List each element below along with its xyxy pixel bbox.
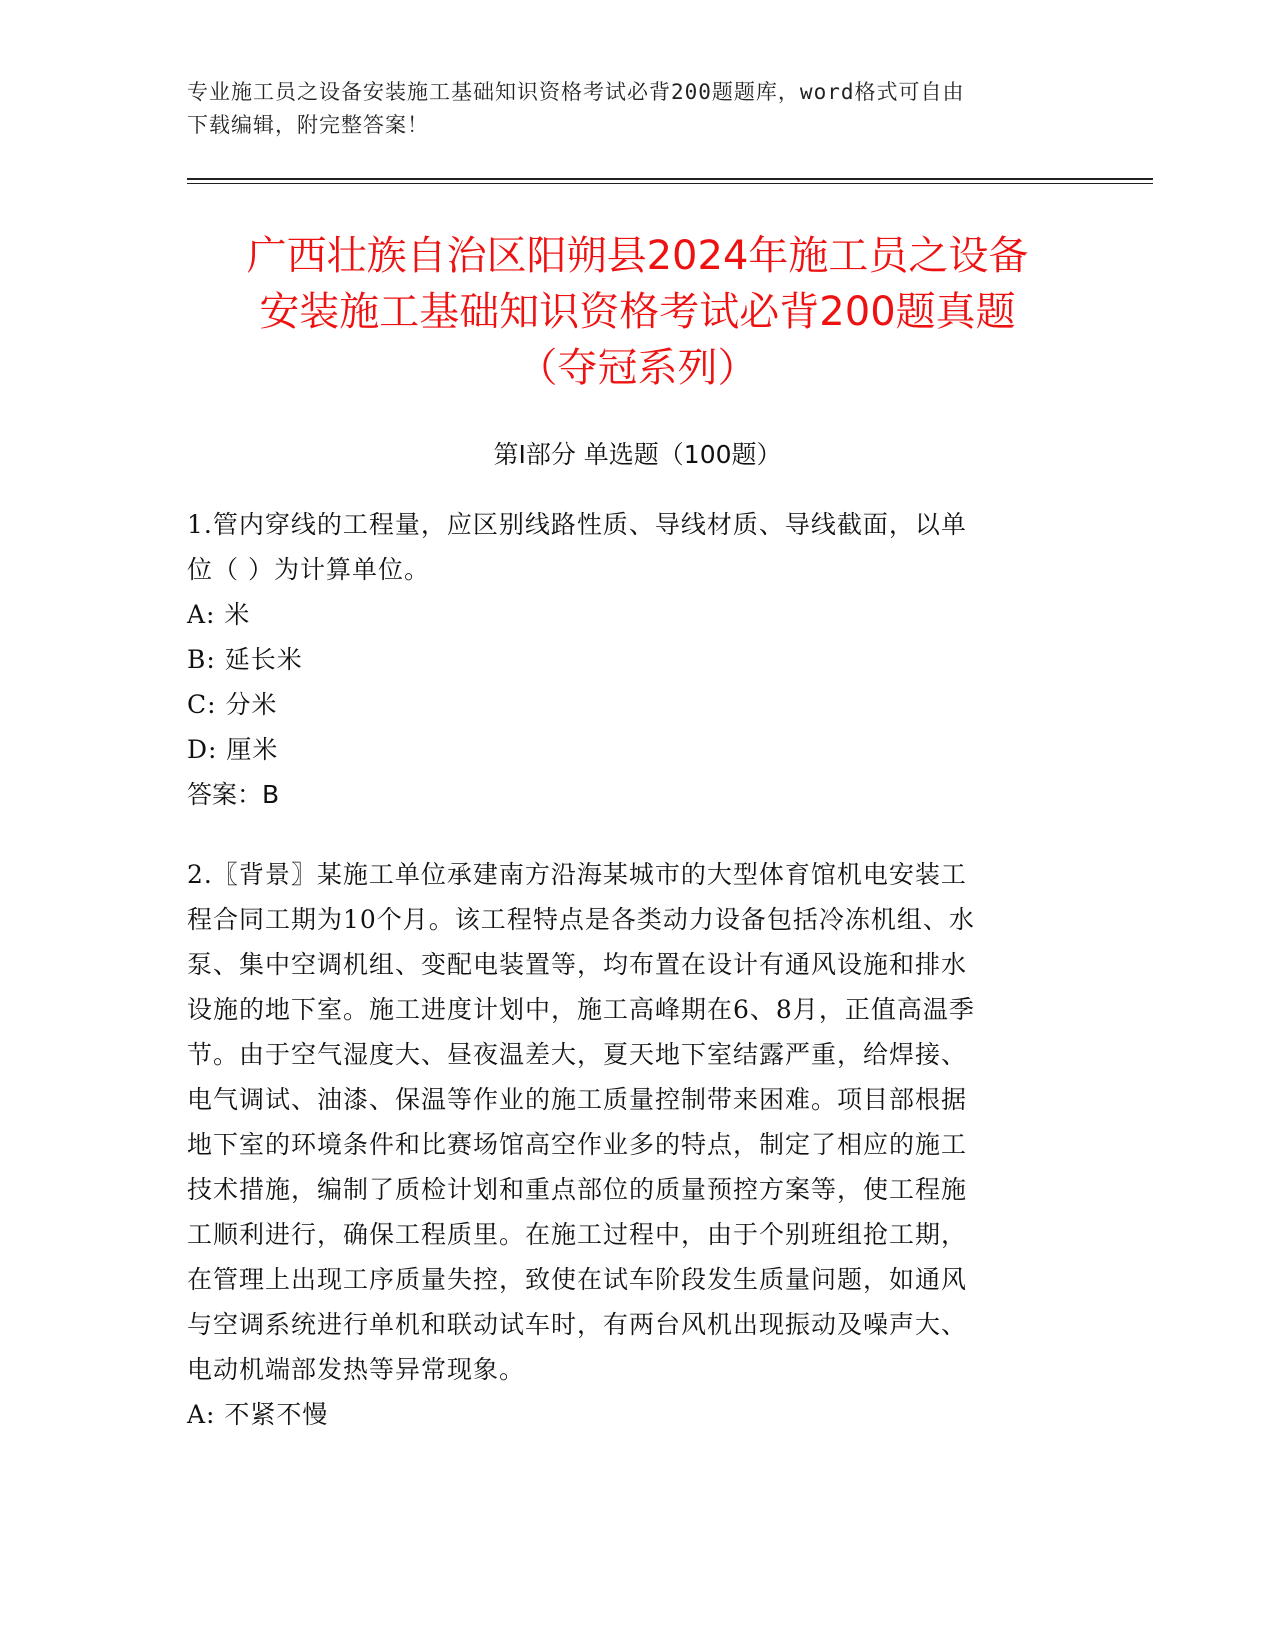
option-a: A: 不紧不慢 (187, 1400, 329, 1429)
question-stem-line: 节。由于空气湿度大、昼夜温差大，夏天地下室结露严重，给焊接、 (187, 1040, 968, 1069)
option-c: C: 分米 (187, 690, 278, 719)
question-stem-line: 泵、集中空调机组、变配电装置等，均布置在设计有通风设施和排水 (187, 950, 968, 979)
option-d: D: 厘米 (187, 735, 279, 764)
title-line: 广西壮族自治区阳朔县2024年施工员之设备 (246, 233, 1029, 279)
header-line: 专业施工员之设备安装施工基础知识资格考试必背200题题库，word格式可自由 (187, 80, 965, 104)
question-stem-line: 位（ ）为计算单位。 (187, 555, 430, 584)
question-stem-line: 地下室的环境条件和比赛场馆高空作业多的特点，制定了相应的施工 (187, 1130, 968, 1159)
document-title (150, 228, 1125, 396)
question-stem-line: 电动机端部发热等异常现象。 (187, 1355, 526, 1384)
question-1 (187, 502, 1087, 817)
header-divider-thin (187, 183, 1153, 184)
question-stem-line: 1.管内穿线的工程量，应区别线路性质、导线材质、导线截面，以单 (187, 510, 967, 539)
question-stem-line: 在管理上出现工序质量失控，致使在试车阶段发生质量问题，如通风 (187, 1265, 968, 1294)
section-heading: 第Ⅰ部分 单选题（100题） (493, 440, 782, 469)
question-stem-line: 设施的地下室。施工进度计划中，施工高峰期在6、8月，正值高温季 (187, 995, 975, 1024)
header-line: 下载编辑，附完整答案！ (187, 113, 429, 137)
document-header (187, 76, 1067, 142)
question-stem-line: 程合同工期为10个月。该工程特点是各类动力设备包括冷冻机组、水 (187, 905, 975, 934)
question-stem-line: 2.〖背景〗某施工单位承建南方沿海某城市的大型体育馆机电安装工 (187, 860, 967, 889)
header-divider-thick (187, 178, 1153, 180)
option-a: A: 米 (187, 600, 251, 629)
question-stem-line: 技术措施，编制了质检计划和重点部位的质量预控方案等，使工程施 (187, 1175, 968, 1204)
question-stem-line: 与空调系统进行单机和联动试车时，有两台风机出现振动及噪声大、 (187, 1310, 968, 1339)
title-line: （夺冠系列） (517, 345, 758, 391)
question-stem-line: 工顺利进行，确保工程质里。在施工过程中，由于个别班组抢工期， (187, 1220, 968, 1249)
question-stem-line: 电气调试、油漆、保温等作业的施工质量控制带来困难。项目部根据 (187, 1085, 968, 1114)
question-2 (187, 852, 1087, 1437)
title-line: 安装施工基础知识资格考试必背200题真题 (259, 289, 1016, 335)
option-b: B: 延长米 (187, 645, 303, 674)
answer-label: 答案：B (187, 780, 280, 809)
